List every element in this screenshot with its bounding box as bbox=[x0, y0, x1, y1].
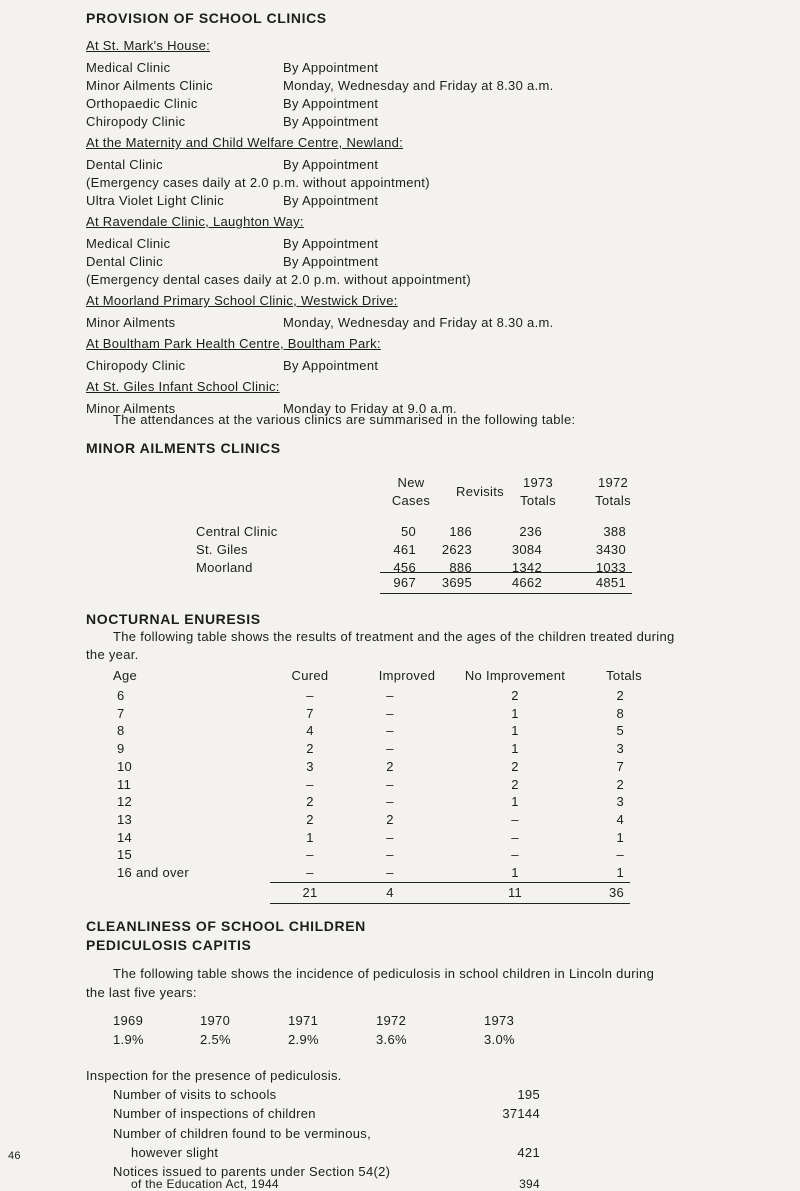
total-improved: 4 bbox=[386, 885, 394, 900]
clinic-schedule: By Appointment bbox=[283, 193, 379, 208]
clinic-schedule: By Appointment bbox=[283, 157, 379, 172]
enuresis-no-improvement: 2 bbox=[511, 688, 519, 703]
enuresis-no-improvement: 1 bbox=[511, 865, 519, 880]
visits-value: 195 bbox=[517, 1087, 540, 1102]
enuresis-intro-line2: the year. bbox=[86, 647, 139, 662]
enuresis-cured: 7 bbox=[306, 705, 314, 721]
table-rule bbox=[380, 572, 632, 573]
enuresis-no-improvement: 1 bbox=[511, 794, 519, 810]
col-header-no-improvement: No Improvement bbox=[464, 668, 566, 683]
enuresis-total: – bbox=[616, 847, 624, 863]
notices-value: 394 bbox=[519, 1177, 540, 1191]
pediculosis-year: 1972 bbox=[376, 1013, 407, 1028]
enuresis-age: 16 and over bbox=[117, 865, 189, 880]
enuresis-cured: – bbox=[306, 688, 314, 703]
col-header-cured: Cured bbox=[291, 668, 329, 683]
enuresis-cured: – bbox=[306, 865, 314, 880]
clinic-note: (Emergency cases daily at 2.0 p.m. without appointment) bbox=[86, 175, 430, 190]
clinic-name: Chiropody Clinic bbox=[86, 114, 186, 129]
clinic-name: Ultra Violet Light Clinic bbox=[86, 193, 225, 208]
enuresis-total: 7 bbox=[616, 758, 624, 774]
cleanliness-heading: CLEANLINESS OF SCHOOL CHILDREN bbox=[86, 918, 366, 934]
clinic-row-1973: 236 bbox=[519, 524, 542, 539]
clinic-row-1972: 3430 bbox=[595, 542, 626, 557]
clinic-schedule: Monday, Wednesday and Friday at 8.30 a.m. bbox=[283, 78, 554, 93]
total-1972: 4851 bbox=[595, 575, 626, 590]
pediculosis-heading: PEDICULOSIS CAPITIS bbox=[86, 937, 252, 953]
clinic-schedule: By Appointment bbox=[283, 236, 379, 251]
section-heading: At the Maternity and Child Welfare Centre, Newland: bbox=[86, 135, 404, 150]
table-rule bbox=[270, 903, 630, 904]
enuresis-cured: 2 bbox=[306, 794, 314, 810]
enuresis-cured: 4 bbox=[306, 723, 314, 739]
notices-label-2: of the Education Act, 1944 bbox=[131, 1177, 279, 1191]
visits-label: Number of visits to schools bbox=[113, 1087, 277, 1102]
section-heading: At St. Giles Infant School Clinic: bbox=[86, 379, 280, 394]
total-cured: 21 bbox=[302, 885, 318, 900]
table-rule bbox=[270, 882, 630, 883]
enuresis-age: 8 bbox=[117, 723, 125, 739]
clinic-name: Minor Ailments Clinic bbox=[86, 78, 213, 93]
col-header-totals: Totals bbox=[606, 668, 642, 683]
enuresis-improved: – bbox=[386, 705, 394, 721]
enuresis-improved: – bbox=[386, 741, 394, 757]
enuresis-total: 5 bbox=[616, 723, 624, 739]
enuresis-cured: – bbox=[306, 847, 314, 863]
col-header-new: New bbox=[397, 475, 425, 490]
enuresis-intro-line1: The following table shows the results of treatment and the ages of the children treated during bbox=[113, 629, 675, 644]
pediculosis-percent: 3.6% bbox=[376, 1032, 407, 1047]
section-heading: At Ravendale Clinic, Laughton Way: bbox=[86, 214, 304, 229]
enuresis-age: 6 bbox=[117, 688, 125, 703]
clinic-row-revisits: 2623 bbox=[441, 542, 472, 557]
clinic-schedule: By Appointment bbox=[283, 358, 379, 373]
enuresis-no-improvement: 1 bbox=[511, 741, 519, 757]
col-header-cases: Cases bbox=[391, 493, 431, 508]
notices-label-1: Notices issued to parents under Section 54(2) bbox=[113, 1164, 391, 1179]
clinic-row-new: 461 bbox=[393, 542, 416, 557]
pediculosis-year: 1973 bbox=[484, 1013, 515, 1028]
enuresis-age: 11 bbox=[117, 776, 132, 792]
clinic-name: Minor Ailments bbox=[86, 401, 176, 416]
enuresis-total: 1 bbox=[616, 829, 624, 845]
enuresis-total: 8 bbox=[616, 705, 624, 721]
minor-ailments-heading: MINOR AILMENTS CLINICS bbox=[86, 440, 281, 456]
enuresis-age: 13 bbox=[117, 811, 133, 827]
attendance-intro: The attendances at the various clinics are summarised in the following table: bbox=[113, 412, 576, 427]
pediculosis-percent: 2.9% bbox=[288, 1032, 319, 1047]
enuresis-improved: 2 bbox=[386, 811, 394, 827]
enuresis-total: 3 bbox=[616, 794, 624, 810]
enuresis-cured: – bbox=[306, 776, 314, 792]
clinic-row-new: 50 bbox=[400, 524, 416, 539]
clinic-row-1973: 3084 bbox=[511, 542, 542, 557]
pediculosis-percent: 2.5% bbox=[200, 1032, 231, 1047]
clinic-schedule: By Appointment bbox=[283, 254, 379, 269]
enuresis-improved: – bbox=[386, 688, 394, 703]
enuresis-total: 4 bbox=[616, 811, 624, 827]
inspection-heading: Inspection for the presence of pediculosis. bbox=[86, 1068, 342, 1083]
enuresis-age: 14 bbox=[117, 829, 133, 845]
enuresis-age: 12 bbox=[117, 794, 133, 810]
clinic-name: Dental Clinic bbox=[86, 157, 163, 172]
cleanliness-intro-line1: The following table shows the incidence of pediculosis in school children in Lincoln during bbox=[113, 966, 655, 981]
total-new: 967 bbox=[393, 575, 416, 590]
enuresis-improved: – bbox=[386, 776, 394, 792]
clinic-name: Orthopaedic Clinic bbox=[86, 96, 198, 111]
enuresis-improved: 2 bbox=[386, 758, 394, 774]
total-all: 36 bbox=[608, 885, 624, 900]
clinic-row-revisits: 886 bbox=[449, 560, 472, 575]
section-heading: At Boultham Park Health Centre, Boultham Park: bbox=[86, 336, 381, 351]
enuresis-total: 3 bbox=[616, 741, 624, 757]
pediculosis-percent: 3.0% bbox=[484, 1032, 515, 1047]
section-heading: At St. Mark's House: bbox=[86, 38, 211, 53]
enuresis-cured: 1 bbox=[306, 829, 314, 845]
enuresis-no-improvement: – bbox=[511, 847, 519, 863]
verminous-label-1: Number of children found to be verminous, bbox=[113, 1126, 371, 1141]
table-rule bbox=[380, 593, 632, 594]
verminous-label-2: however slight bbox=[131, 1145, 219, 1160]
enuresis-total: 2 bbox=[616, 688, 624, 703]
clinic-row-1972: 1033 bbox=[595, 560, 626, 575]
enuresis-improved: – bbox=[386, 723, 394, 739]
clinic-name: Chiropody Clinic bbox=[86, 358, 186, 373]
enuresis-age: 7 bbox=[117, 705, 125, 721]
col-header-revisits: Revisits bbox=[456, 484, 504, 499]
enuresis-total: 1 bbox=[616, 865, 624, 880]
enuresis-no-improvement: 2 bbox=[511, 758, 519, 774]
pediculosis-year: 1971 bbox=[288, 1013, 319, 1028]
enuresis-age: 9 bbox=[117, 741, 125, 757]
enuresis-no-improvement: 1 bbox=[511, 723, 519, 739]
pediculosis-year: 1970 bbox=[200, 1013, 231, 1028]
clinic-row-name: Central Clinic bbox=[196, 524, 278, 539]
inspections-value: 37144 bbox=[502, 1106, 540, 1121]
total-revisits: 3695 bbox=[441, 575, 472, 590]
enuresis-heading: NOCTURNAL ENURESIS bbox=[86, 611, 261, 627]
col-header-age: Age bbox=[113, 668, 138, 683]
total-no-improvement: 11 bbox=[507, 885, 523, 900]
section-heading: At Moorland Primary School Clinic, Westwick Drive: bbox=[86, 293, 398, 308]
col-header-1973: 1973 bbox=[522, 475, 554, 490]
enuresis-no-improvement: 2 bbox=[511, 776, 519, 792]
clinic-schedule: By Appointment bbox=[283, 114, 379, 129]
clinic-schedule: By Appointment bbox=[283, 60, 379, 75]
enuresis-improved: – bbox=[386, 794, 394, 810]
enuresis-improved: – bbox=[386, 865, 394, 880]
enuresis-cured: 2 bbox=[306, 811, 314, 827]
clinic-note: (Emergency dental cases daily at 2.0 p.m. without appointment) bbox=[86, 272, 471, 287]
clinic-name: Medical Clinic bbox=[86, 236, 171, 251]
page-number: 46 bbox=[8, 1150, 21, 1162]
enuresis-no-improvement: 1 bbox=[511, 705, 519, 721]
enuresis-no-improvement: – bbox=[511, 829, 519, 845]
verminous-value: 421 bbox=[517, 1145, 540, 1160]
col-header-improved: Improved bbox=[378, 668, 436, 683]
clinic-schedule: By Appointment bbox=[283, 96, 379, 111]
clinic-name: Medical Clinic bbox=[86, 60, 171, 75]
clinic-row-name: Moorland bbox=[196, 560, 253, 575]
clinic-row-1973: 1342 bbox=[511, 560, 542, 575]
enuresis-total: 2 bbox=[616, 776, 624, 792]
enuresis-improved: – bbox=[386, 829, 394, 845]
col-header-1973-totals: Totals bbox=[520, 493, 556, 508]
col-header-1972-totals: Totals bbox=[595, 493, 631, 508]
clinic-name: Dental Clinic bbox=[86, 254, 163, 269]
pediculosis-year: 1969 bbox=[113, 1013, 144, 1028]
inspections-label: Number of inspections of children bbox=[113, 1106, 316, 1121]
enuresis-improved: – bbox=[386, 847, 394, 863]
enuresis-cured: 3 bbox=[306, 758, 314, 774]
enuresis-cured: 2 bbox=[306, 741, 314, 757]
page-title: PROVISION OF SCHOOL CLINICS bbox=[86, 10, 327, 26]
clinic-row-1972: 388 bbox=[603, 524, 626, 539]
clinic-name: Minor Ailments bbox=[86, 315, 176, 330]
col-header-1972: 1972 bbox=[597, 475, 629, 490]
clinic-row-revisits: 186 bbox=[449, 524, 472, 539]
clinic-row-new: 456 bbox=[393, 560, 416, 575]
clinic-schedule: Monday, Wednesday and Friday at 8.30 a.m. bbox=[283, 315, 554, 330]
clinic-schedule: Monday to Friday at 9.0 a.m. bbox=[283, 401, 457, 416]
enuresis-age: 10 bbox=[117, 758, 133, 774]
cleanliness-intro-line2: the last five years: bbox=[86, 985, 197, 1000]
enuresis-no-improvement: – bbox=[511, 811, 519, 827]
pediculosis-percent: 1.9% bbox=[113, 1032, 144, 1047]
total-1973: 4662 bbox=[511, 575, 542, 590]
clinic-row-name: St. Giles bbox=[196, 542, 248, 557]
enuresis-age: 15 bbox=[117, 847, 133, 863]
